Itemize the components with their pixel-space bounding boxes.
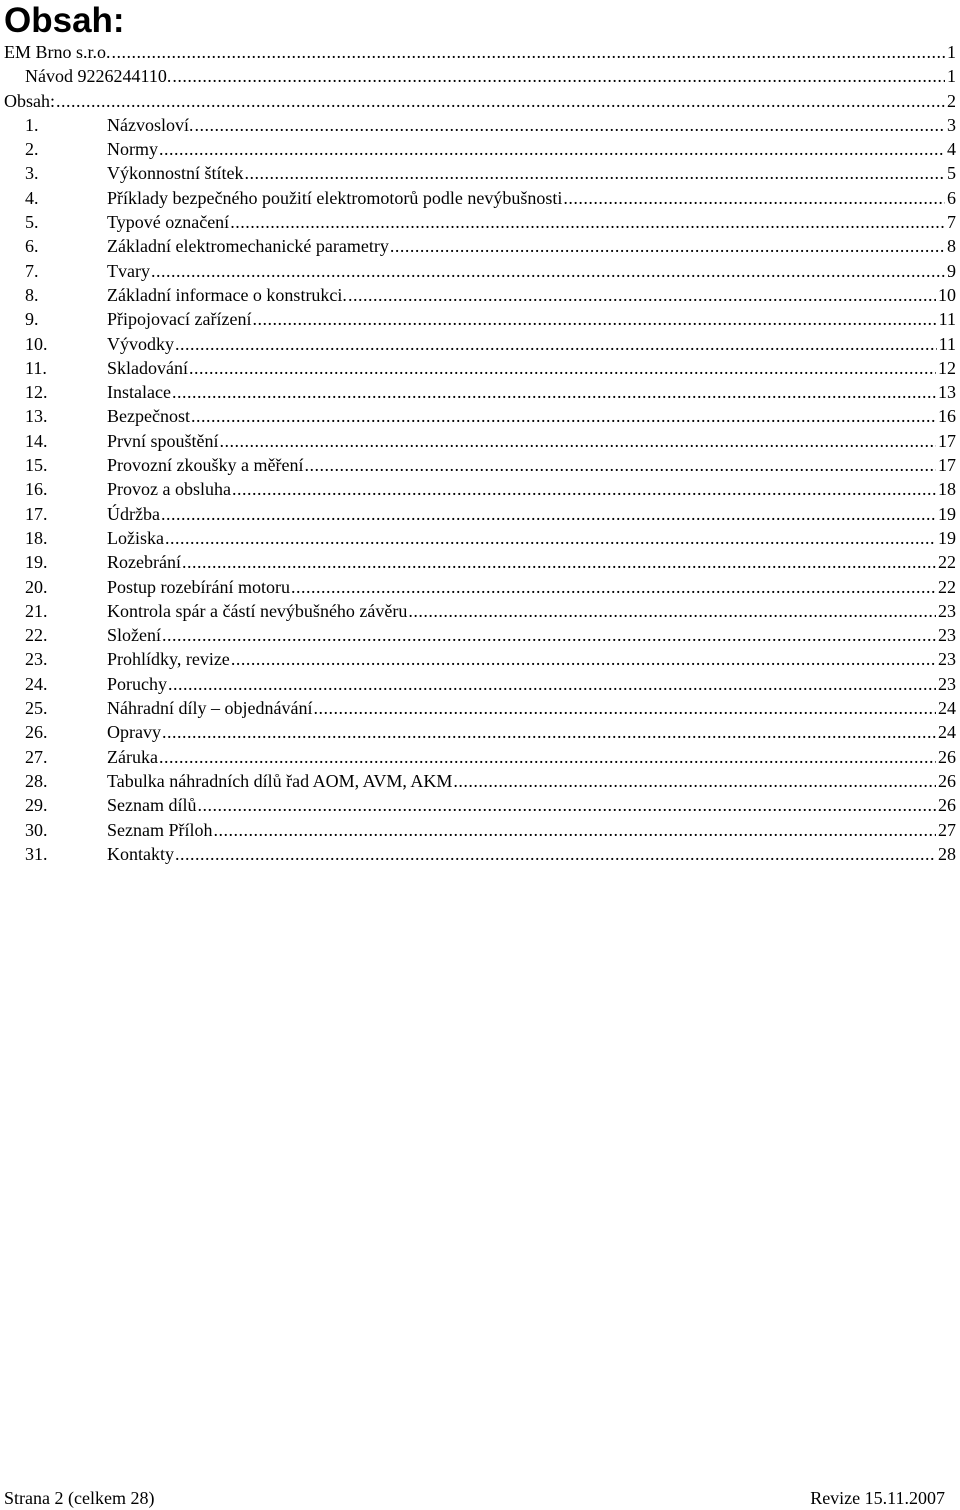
- toc-dot-leader: [182, 550, 936, 574]
- footer-revision: Revize 15.11.2007: [810, 1488, 945, 1508]
- toc-dot-leader: [313, 696, 936, 720]
- page-footer: [4, 1486, 945, 1510]
- toc-dot-leader: [453, 769, 936, 793]
- toc-entry-label: Údržba: [107, 503, 160, 524]
- toc-entry-label: Seznam Příloh: [107, 819, 213, 840]
- toc-entry-number: 30.: [25, 819, 48, 840]
- toc-dot-leader: [172, 64, 945, 88]
- toc-entry[interactable]: [0, 745, 960, 769]
- toc-entry-page-number: 26: [938, 746, 956, 767]
- toc-entry-label: Názvosloví.: [107, 114, 194, 135]
- toc-entry-number: 10.: [25, 333, 48, 354]
- toc-entry[interactable]: [0, 40, 960, 64]
- toc-entry-page-number: 17: [938, 455, 956, 476]
- toc-entry-number: 17.: [25, 503, 48, 524]
- toc-dot-leader: [390, 234, 945, 258]
- toc-entry-label: Základní informace o konstrukci.: [107, 284, 347, 305]
- toc-entry[interactable]: [0, 234, 960, 258]
- toc-entry-label: Návod 9226244110.: [25, 66, 172, 87]
- toc-entry-label: Poruchy: [107, 673, 167, 694]
- toc-entry[interactable]: [0, 502, 960, 526]
- toc-entry[interactable]: [0, 575, 960, 599]
- toc-entry-page-number: 19: [938, 527, 956, 548]
- toc-dot-leader: [197, 793, 936, 817]
- toc-entry-number: 11.: [25, 357, 47, 378]
- toc-entry-number: 28.: [25, 770, 48, 791]
- toc-entry[interactable]: [0, 210, 960, 234]
- toc-entry[interactable]: [0, 64, 960, 88]
- toc-entry-label: Připojovací zařízení: [107, 309, 252, 330]
- toc-entry[interactable]: [0, 332, 960, 356]
- toc-entry-label: Bezpečnost: [107, 406, 190, 427]
- toc-entry-number: 2.: [25, 139, 39, 160]
- toc-entry[interactable]: [0, 696, 960, 720]
- toc-entry-number: 25.: [25, 698, 48, 719]
- toc-entry-page-number: 8: [947, 236, 956, 257]
- toc-entry-number: 27.: [25, 746, 48, 767]
- toc-entry-label: Opravy: [107, 722, 161, 743]
- toc-entry-page-number: 7: [947, 212, 956, 233]
- toc-entry[interactable]: [0, 720, 960, 744]
- toc-entry-label: Základní elektromechanické parametry: [107, 236, 389, 257]
- toc-entry-number: 3.: [25, 163, 39, 184]
- toc-entry-label: Rozebrání: [107, 552, 181, 573]
- toc-dot-leader: [161, 502, 936, 526]
- toc-entry[interactable]: [0, 186, 960, 210]
- toc-entry-page-number: 3: [947, 114, 956, 135]
- toc-entry-number: 14.: [25, 430, 48, 451]
- toc-entry-label: Kontakty: [107, 843, 174, 864]
- toc-dot-leader: [162, 623, 936, 647]
- toc-entry-page-number: 13: [938, 382, 956, 403]
- toc-dot-leader: [304, 453, 936, 477]
- toc-entry[interactable]: [0, 113, 960, 137]
- toc-dot-leader: [175, 842, 936, 866]
- toc-entry[interactable]: [0, 404, 960, 428]
- toc-entry[interactable]: [0, 283, 960, 307]
- toc-entry-label: Obsah:: [4, 90, 55, 111]
- toc-entry[interactable]: [0, 550, 960, 574]
- toc-entry-number: 7.: [25, 260, 39, 281]
- toc-entry-page-number: 18: [938, 479, 956, 500]
- toc-entry-label: Instalace: [107, 382, 171, 403]
- toc-entry-number: 21.: [25, 600, 48, 621]
- toc-entry-number: 31.: [25, 843, 48, 864]
- toc-dot-leader: [175, 332, 937, 356]
- toc-entry[interactable]: [0, 526, 960, 550]
- toc-entry-page-number: 5: [947, 163, 956, 184]
- toc-entry[interactable]: [0, 161, 960, 185]
- toc-entry-number: 13.: [25, 406, 48, 427]
- toc-entry-label: Příklady bezpečného použití elektromotorů podle nevýbušnosti: [107, 187, 563, 208]
- toc-entry-label: Typové označení: [107, 212, 230, 233]
- toc-dot-leader: [189, 356, 936, 380]
- toc-entry-number: 5.: [25, 212, 39, 233]
- toc-dot-leader: [252, 307, 936, 331]
- toc-entry-page-number: 28: [938, 843, 956, 864]
- toc-entry-number: 16.: [25, 479, 48, 500]
- toc-dot-leader: [168, 672, 936, 696]
- toc-entry-label: Postup rozebírání motoru: [107, 576, 290, 597]
- toc-entry-number: 19.: [25, 552, 48, 573]
- toc-entry-label: Složení: [107, 625, 161, 646]
- toc-entry-number: 4.: [25, 187, 39, 208]
- toc-entry-label: Skladování: [107, 357, 188, 378]
- toc-entry-label: Výkonnostní štítek: [107, 163, 244, 184]
- table-of-contents: [0, 40, 960, 866]
- toc-entry-number: 22.: [25, 625, 48, 646]
- toc-entry-page-number: 23: [938, 673, 956, 694]
- toc-dot-leader: [159, 137, 945, 161]
- toc-entry-number: 24.: [25, 673, 48, 694]
- toc-dot-leader: [159, 745, 936, 769]
- toc-entry-page-number: 24: [938, 698, 956, 719]
- toc-entry[interactable]: [0, 647, 960, 671]
- toc-entry-number: 15.: [25, 455, 48, 476]
- toc-entry-page-number: 24: [938, 722, 956, 743]
- toc-entry-page-number: 26: [938, 770, 956, 791]
- toc-entry-page-number: 26: [938, 795, 956, 816]
- toc-entry-label: Provoz a obsluha: [107, 479, 231, 500]
- toc-dot-leader: [230, 210, 945, 234]
- toc-entry-page-number: 11: [938, 309, 956, 330]
- toc-dot-leader: [56, 89, 945, 113]
- toc-entry-page-number: 10: [938, 284, 956, 305]
- toc-entry-page-number: 16: [938, 406, 956, 427]
- toc-dot-leader: [232, 477, 936, 501]
- toc-entry-number: 6.: [25, 236, 39, 257]
- toc-entry-number: 20.: [25, 576, 48, 597]
- toc-entry-number: 26.: [25, 722, 48, 743]
- toc-entry[interactable]: [0, 793, 960, 817]
- toc-entry-label: Normy: [107, 139, 158, 160]
- toc-entry-label: Ložiska: [107, 527, 164, 548]
- toc-entry-page-number: 22: [938, 552, 956, 573]
- toc-dot-leader: [172, 380, 936, 404]
- toc-entry[interactable]: [0, 769, 960, 793]
- toc-dot-leader: [231, 647, 936, 671]
- toc-dot-leader: [162, 720, 936, 744]
- toc-entry-label: Prohlídky, revize: [107, 649, 230, 670]
- toc-dot-leader: [348, 283, 936, 307]
- toc-dot-leader: [191, 404, 936, 428]
- toc-dot-leader: [220, 429, 936, 453]
- toc-dot-leader: [112, 40, 945, 64]
- toc-entry-number: 18.: [25, 527, 48, 548]
- toc-entry-label: Záruka: [107, 746, 158, 767]
- toc-dot-leader: [194, 113, 945, 137]
- toc-entry-label: První spouštění: [107, 430, 219, 451]
- toc-entry-page-number: 22: [938, 576, 956, 597]
- toc-entry[interactable]: [0, 89, 960, 113]
- toc-entry-page-number: 6: [947, 187, 956, 208]
- toc-dot-leader: [563, 186, 945, 210]
- page-title: Obsah:: [4, 1, 125, 40]
- toc-entry-page-number: 23: [938, 625, 956, 646]
- toc-entry[interactable]: [0, 623, 960, 647]
- toc-dot-leader: [245, 161, 945, 185]
- toc-dot-leader: [408, 599, 936, 623]
- toc-entry-page-number: 12: [938, 357, 956, 378]
- toc-entry[interactable]: [0, 356, 960, 380]
- toc-entry-page-number: 23: [938, 600, 956, 621]
- toc-dot-leader: [214, 818, 937, 842]
- toc-entry-label: Náhradní díly – objednávání: [107, 698, 313, 719]
- toc-entry[interactable]: [0, 307, 960, 331]
- toc-entry-label: Tabulka náhradních dílů řad AOM, AVM, AKM: [107, 770, 453, 791]
- toc-entry-page-number: 23: [938, 649, 956, 670]
- toc-entry-label: Kontrola spár a částí nevýbušného závěru: [107, 600, 408, 621]
- toc-entry[interactable]: [0, 453, 960, 477]
- toc-entry-number: 23.: [25, 649, 48, 670]
- toc-entry-number: 12.: [25, 382, 48, 403]
- toc-entry-page-number: 17: [938, 430, 956, 451]
- footer-page-count: Strana 2 (celkem 28): [4, 1488, 155, 1508]
- toc-entry[interactable]: [0, 259, 960, 283]
- toc-entry-number: 29.: [25, 795, 48, 816]
- toc-entry[interactable]: [0, 599, 960, 623]
- toc-entry-number: 8.: [25, 284, 39, 305]
- toc-entry-page-number: 19: [938, 503, 956, 524]
- toc-entry[interactable]: [0, 842, 960, 866]
- toc-dot-leader: [291, 575, 936, 599]
- toc-entry[interactable]: [0, 380, 960, 404]
- toc-entry-number: 9.: [25, 309, 39, 330]
- toc-entry[interactable]: [0, 818, 960, 842]
- toc-entry-label: Tvary: [107, 260, 150, 281]
- toc-entry-page-number: 9: [947, 260, 956, 281]
- toc-entry-page-number: 27: [938, 819, 956, 840]
- toc-dot-leader: [165, 526, 936, 550]
- toc-entry-number: 1.: [25, 114, 39, 135]
- toc-entry-label: Provozní zkoušky a měření: [107, 455, 304, 476]
- toc-entry[interactable]: [0, 429, 960, 453]
- toc-dot-leader: [151, 259, 945, 283]
- toc-entry[interactable]: [0, 477, 960, 501]
- toc-entry-label: Vývodky: [107, 333, 174, 354]
- toc-entry-page-number: 1: [947, 42, 956, 62]
- toc-entry[interactable]: [0, 137, 960, 161]
- toc-entry-label: Seznam dílů: [107, 795, 197, 816]
- toc-entry-label: EM Brno s.r.o.: [4, 42, 111, 62]
- toc-entry-page-number: 1: [947, 66, 956, 87]
- toc-entry-page-number: 4: [947, 139, 956, 160]
- toc-entry-page-number: 2: [947, 90, 956, 111]
- toc-entry-page-number: 11: [938, 333, 956, 354]
- toc-entry[interactable]: [0, 672, 960, 696]
